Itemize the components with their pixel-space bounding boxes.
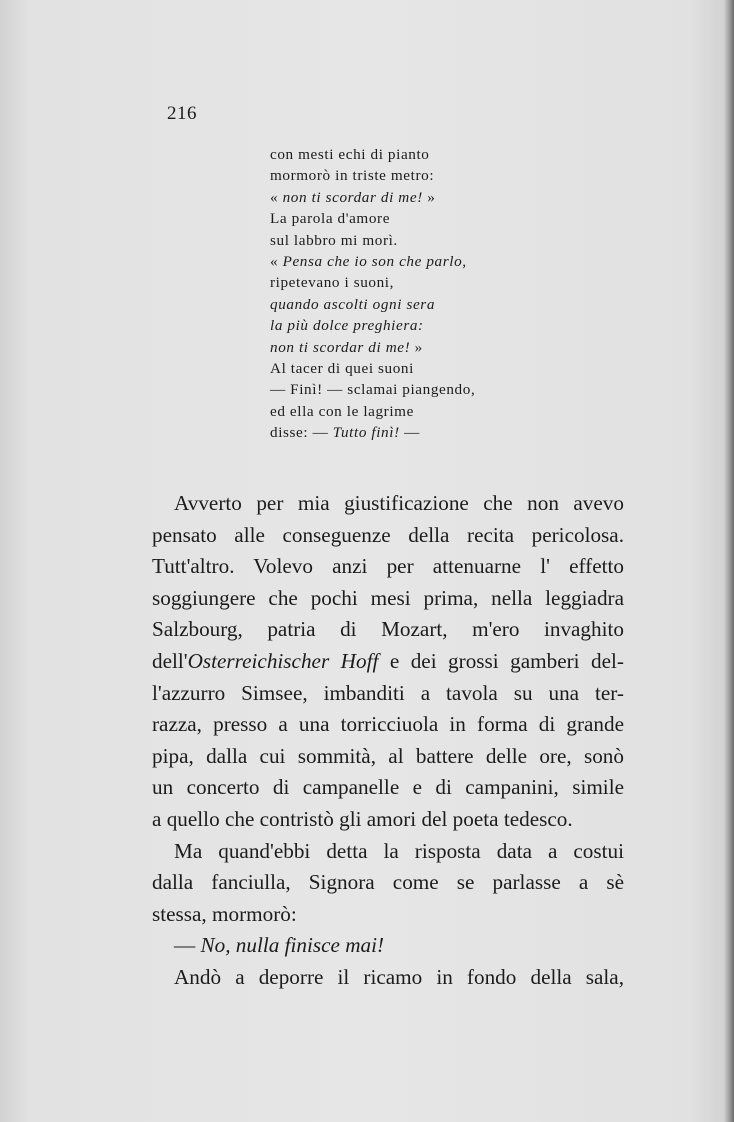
text-run: soggiungere che pochi mesi prima, nella leggiadra [152,585,624,610]
text-run: — [399,424,420,442]
poem-line [270,165,560,186]
prose-line [152,962,624,994]
prose-line [152,614,624,646]
prose-line [152,804,624,836]
text-run: dalla fanciulla, Signora come se parlasse a sè [152,870,624,895]
text-run: un concerto di campanelle e di campanini, simile [152,775,624,800]
text-run: razza, presso a una torricciuola in forma di grande [152,712,624,737]
italic-text: Tutto finì! [332,424,400,442]
text-run: stessa, mormorò: [152,901,297,926]
text-run: « [270,188,283,206]
text-run: Ma quand'ebbi detta la risposta data a costui [174,838,624,863]
italic-text: Pensa che io son che parlo, [282,253,467,271]
text-run: » [422,188,436,206]
italic-text: la più dolce preghiera: [270,317,424,335]
text-run: — Finì! — sclamai piangendo, [270,381,476,399]
text-run: e dei grossi gamberi del- [378,648,624,673]
text-run: Al tacer di quei suoni [270,360,414,378]
italic-text: No, nulla finisce mai! [200,933,385,958]
prose-line [152,772,624,804]
poem-line [270,251,560,272]
poem-line [270,422,560,443]
text-run: disse: — [270,424,333,442]
poem-line [270,230,560,251]
prose-line [152,930,624,962]
poem-line [270,272,560,293]
text-run: mormorò in triste metro: [270,167,435,185]
text-run: ed ella con le lagrime [270,402,414,420]
prose-line [152,551,624,583]
prose-line [152,836,624,868]
italic-text: non ti scordar di me! [282,188,423,206]
poem-line [270,358,560,379]
prose-line [152,867,624,899]
poem-line [270,187,560,208]
poem-line [270,401,560,422]
text-run: a quello che contristò gli amori del poeta tedesco. [152,806,573,831]
italic-text: quando ascolti ogni sera [270,295,436,313]
page-edge-shadow [724,0,734,1122]
italic-text: Osterreichischer Hoff [187,648,379,673]
text-run: Salzbourg, patria di Mozart, m'ero invaghito [152,617,624,642]
text-run: ripetevano i suoni, [270,274,395,292]
prose-line [152,678,624,710]
text-run: » [410,338,423,356]
text-run: con mesti echi di pianto [270,146,430,163]
poem-block [270,144,560,444]
poem-line [270,379,560,400]
text-run: l'azzurro Simsee, imbanditi a tavola su una ter- [152,680,624,705]
text-run: pipa, dalla cui sommità, al battere delle ore, sonò [152,743,624,768]
page-number: 216 [167,103,197,124]
poem-line [270,315,560,336]
text-run: dell' [152,648,188,673]
poem-line [270,337,560,358]
text-run: Andò a deporre il ricamo in fondo della sala, [174,964,624,989]
text-run: Tutt'altro. Volevo anzi per attenuarne l' effetto [152,554,624,579]
prose-block [152,488,624,994]
text-run: « [270,253,283,271]
prose-line [152,646,624,678]
poem-line [270,208,560,229]
prose-line [152,741,624,773]
poem-line [270,294,560,315]
italic-text: non ti scordar di me! [270,338,411,356]
poem-line [270,144,560,165]
prose-line [152,899,624,931]
prose-line [152,520,624,552]
text-run: — [174,933,201,958]
text-run: La parola d'amore [270,210,391,228]
prose-line [152,709,624,741]
text-run: sul labbro mi morì. [270,231,398,249]
prose-line [152,583,624,615]
text-run: Avverto per mia giustificazione che non avevo [174,491,624,515]
prose-line [152,488,624,520]
text-run: pensato alle conseguenze della recita pericolosa. [152,522,624,547]
